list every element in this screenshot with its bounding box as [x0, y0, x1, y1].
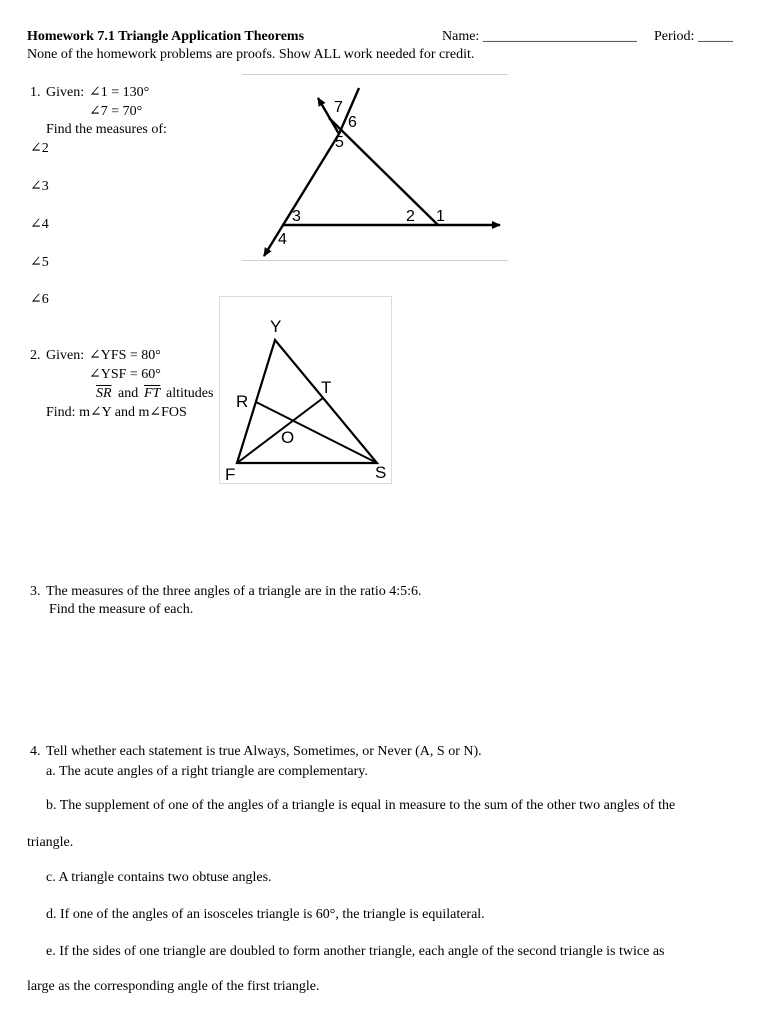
name-field[interactable]: Name: ______________________: [442, 29, 637, 44]
figure1-label-2: 2: [406, 208, 415, 225]
problem1-given2: ∠7 = 70°: [89, 104, 143, 119]
figure2-label-f: F: [225, 465, 236, 484]
figure1-label-1: 1: [436, 208, 445, 225]
figure2-label-t: T: [321, 378, 332, 397]
figure2-label-r: R: [236, 392, 249, 411]
figure2-altitude-sr: [256, 402, 377, 463]
problem2-given1: ∠YFS = 80°: [89, 348, 161, 363]
problem2-and: and: [118, 386, 139, 401]
figure1-label-7: 7: [334, 99, 343, 116]
problem2-seg-sr: $\overline{SR}$: [96, 386, 112, 401]
figure1-label-5: 5: [335, 134, 344, 151]
problem4-item-a: a. The acute angles of a right triangle are complementary.: [46, 764, 368, 779]
figure2-triangle: [237, 340, 377, 463]
problem4-item-b-cont: triangle.: [27, 835, 74, 850]
problem1-angle-6: ∠6: [30, 292, 49, 307]
problem1-angle-2: ∠2: [30, 141, 49, 156]
problem4-intro: Tell whether each statement is true Always, Sometimes, or Never (A, S or N).: [46, 744, 482, 759]
problem4-item-b: b. The supplement of one of the angles of a triangle is equal in measure to the sum of the other two angles of the: [46, 798, 676, 813]
problem4-item-d: d. If one of the angles of an isosceles triangle is 60°, the triangle is equilateral.: [46, 907, 485, 922]
problem2-number: 2.: [30, 348, 41, 363]
problem1-given1: ∠1 = 130°: [89, 85, 150, 100]
problem2-altitudes: altitudes: [166, 386, 214, 401]
figure-triangle-1: [242, 74, 508, 262]
problem4-item-c: c. A triangle contains two obtuse angles.: [46, 870, 272, 885]
problem1-angle-4: ∠4: [30, 217, 49, 232]
problem1-find: Find the measures of:: [46, 122, 167, 137]
problem1-number: 1.: [30, 85, 41, 100]
problem4-item-e-cont: large as the corresponding angle of the first triangle.: [27, 979, 320, 994]
problem3-line1: The measures of the three angles of a triangle are in the ratio 4:5:6.: [46, 584, 422, 599]
problem4-number: 4.: [30, 744, 41, 759]
period-field[interactable]: Period: _____: [654, 29, 733, 44]
problem4-item-e: e. If the sides of one triangle are doubled to form another triangle, each angle of the second triangle is twice as: [46, 944, 665, 959]
figure2-label-o: O: [281, 428, 295, 447]
problem2-given-label: Given:: [46, 348, 85, 363]
figure1-right-side: [329, 118, 438, 225]
figure2-label-y: Y: [270, 317, 282, 336]
figure1-label-4: 4: [278, 231, 287, 248]
problem2-seg-ft: $\overline{FT}$: [144, 386, 161, 401]
problem2-given2: ∠YSF = 60°: [89, 367, 161, 382]
figure2-frame: [220, 297, 392, 484]
problem1-given-label: Given:: [46, 85, 85, 100]
figure1-label-6: 6: [348, 114, 357, 131]
instructions: None of the homework problems are proofs. Show ALL work needed for credit.: [27, 47, 475, 62]
figure1-label-3: 3: [292, 208, 301, 225]
figure-triangle-2: [219, 296, 392, 484]
problem2-find: Find: m∠Y and m∠FOS: [46, 405, 187, 420]
page-title: Homework 7.1 Triangle Application Theorems: [27, 29, 305, 44]
figure2-label-s: S: [375, 463, 387, 482]
problem1-angle-3: ∠3: [30, 179, 49, 194]
problem3-number: 3.: [30, 584, 41, 599]
figure1-left-ray: [264, 134, 339, 256]
figure2-altitude-ft: [237, 398, 323, 463]
problem3-line2: Find the measure of each.: [49, 602, 194, 617]
problem1-angle-5: ∠5: [30, 255, 49, 270]
